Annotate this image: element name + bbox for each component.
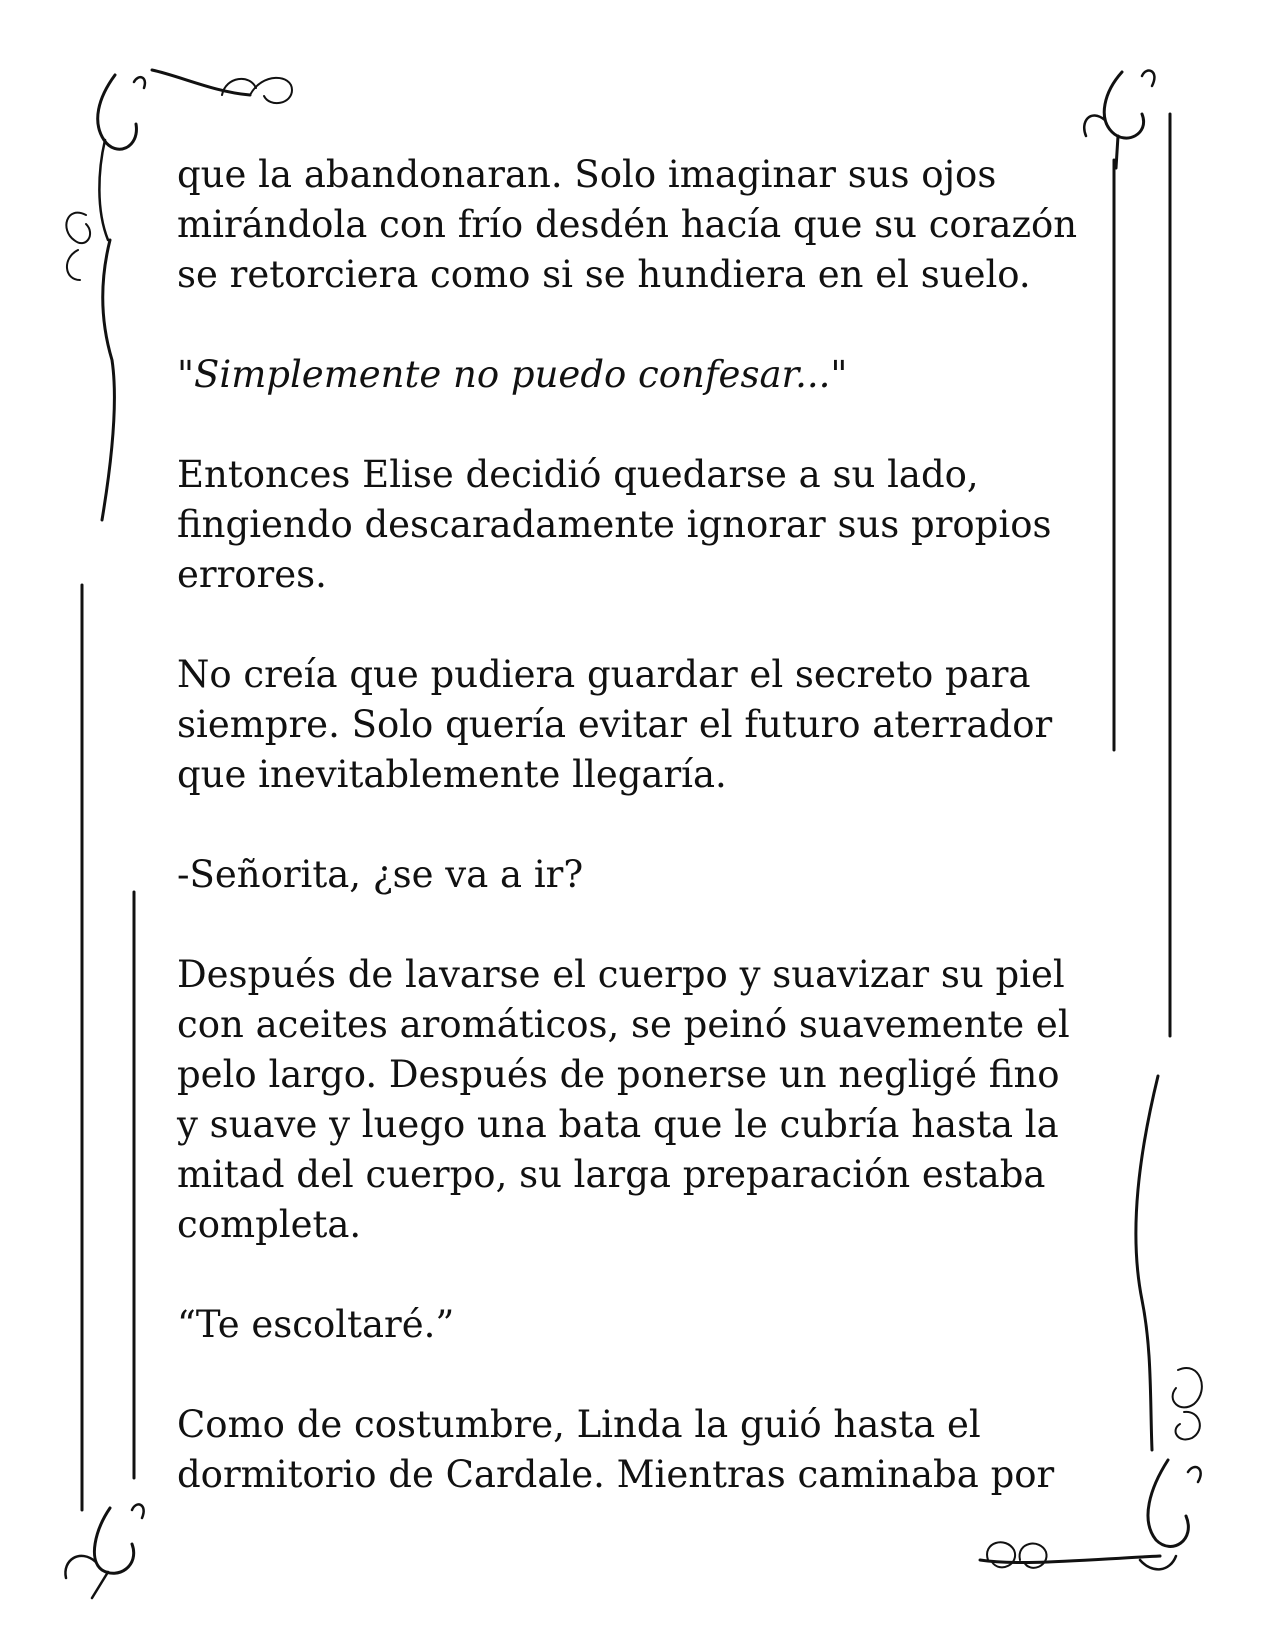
- italic-quote-paragraph: [177, 350, 1097, 400]
- text-line: No creía que pudiera guardar el secreto para: [177, 653, 1031, 696]
- text-paragraph: [177, 850, 1097, 900]
- right-vertical-rules: [1114, 114, 1170, 1036]
- bottom-left-flourish: [65, 1504, 143, 1598]
- text-line: mirándola con frío desdén hacía que su corazón: [177, 203, 1078, 246]
- text-line: mitad del cuerpo, su larga preparación estaba: [177, 1153, 1046, 1196]
- text-line: -Señorita, ¿se va a ir?: [177, 853, 584, 896]
- text-paragraph: [177, 950, 1097, 1250]
- text-line: dormitorio de Cardale. Mientras caminaba por: [177, 1453, 1055, 1496]
- body-text: [177, 150, 1097, 1550]
- text-line: siempre. Solo quería evitar el futuro aterrador: [177, 703, 1053, 746]
- text-paragraph: [177, 450, 1097, 600]
- text-paragraph: [177, 1400, 1097, 1500]
- text-line: pelo largo. Después de ponerse un negligé fino: [177, 1053, 1060, 1096]
- text-line: que la abandonaran. Solo imaginar sus ojos: [177, 153, 997, 196]
- left-vertical-rules: [82, 585, 134, 1510]
- text-paragraph: [177, 1300, 1097, 1350]
- text-paragraph: [177, 150, 1097, 300]
- text-line: Como de costumbre, Linda la guió hasta el: [177, 1403, 981, 1446]
- text-line: completa.: [177, 1203, 362, 1246]
- text-line: "Simplemente no puedo confesar...": [177, 353, 848, 396]
- text-line: y suave y luego una bata que le cubría hasta la: [177, 1103, 1059, 1146]
- text-line: fingiendo descaradamente ignorar sus propios: [177, 503, 1052, 546]
- text-line: errores.: [177, 553, 327, 596]
- text-line: “Te escoltaré.”: [177, 1303, 455, 1346]
- text-line: se retorciera como si se hundiera en el suelo.: [177, 253, 1031, 296]
- text-line: que inevitablemente llegaría.: [177, 753, 727, 796]
- text-line: Entonces Elise decidió quedarse a su lado,: [177, 453, 979, 496]
- text-paragraph: [177, 650, 1097, 800]
- text-line: Después de lavarse el cuerpo y suavizar su piel: [177, 953, 1065, 996]
- text-line: con aceites aromáticos, se peinó suavemente el: [177, 1003, 1070, 1046]
